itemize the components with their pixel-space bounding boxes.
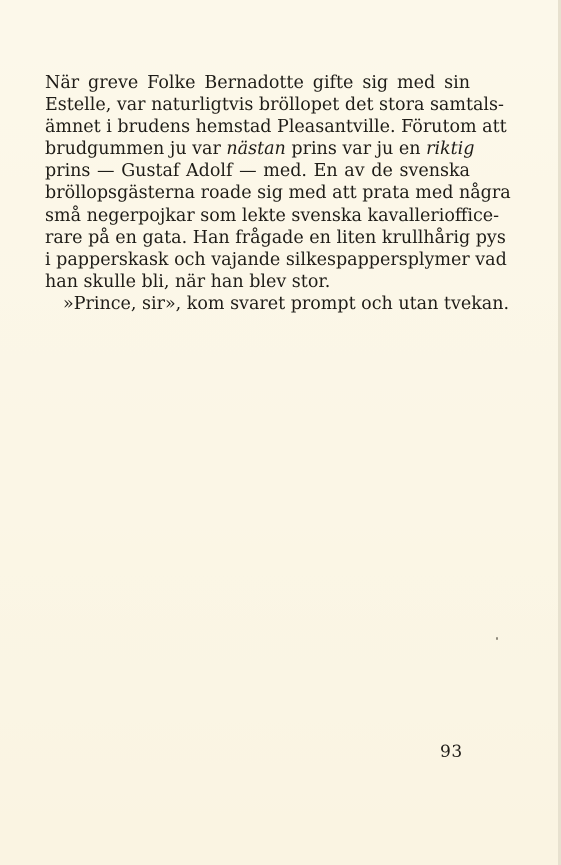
text-line: prins — Gustaf Adolf — med. En av de svenska: [45, 161, 470, 182]
text-line: brudgummen ju var nästan prins var ju en riktig: [45, 139, 475, 160]
paper-speck: [496, 637, 498, 640]
page-number: 93: [440, 742, 463, 762]
text-line: När greve Folke Bernadotte gifte sig med sin: [45, 73, 470, 93]
text-line: bröllopsgästerna roade sig med att prata med några: [45, 183, 511, 204]
emphasis-nastan: nästan: [226, 139, 286, 160]
body-text: [45, 72, 511, 315]
text-line: ämnet i brudens hemstad Pleasantville. Förutom att: [45, 117, 507, 138]
text-line: han skulle bli, när han blev stor.: [45, 271, 331, 292]
emphasis-riktig: riktig: [426, 139, 475, 160]
text-line: »Prince, sir», kom svaret prompt och utan tvekan.: [63, 293, 510, 314]
text-line: rare på en gata. Han frågade en liten krullhårig pys: [45, 227, 506, 248]
text-line: i papperskask och vajande silkespappersplymer vad: [45, 249, 507, 270]
paragraph-2: [45, 293, 510, 315]
text-line: små negerpojkar som lekte svenska kavalleriofficе-: [45, 205, 500, 226]
paragraph-1: [45, 72, 511, 293]
text-line: Estelle, var naturligtvis bröllopet det stora samtals-: [45, 95, 504, 116]
